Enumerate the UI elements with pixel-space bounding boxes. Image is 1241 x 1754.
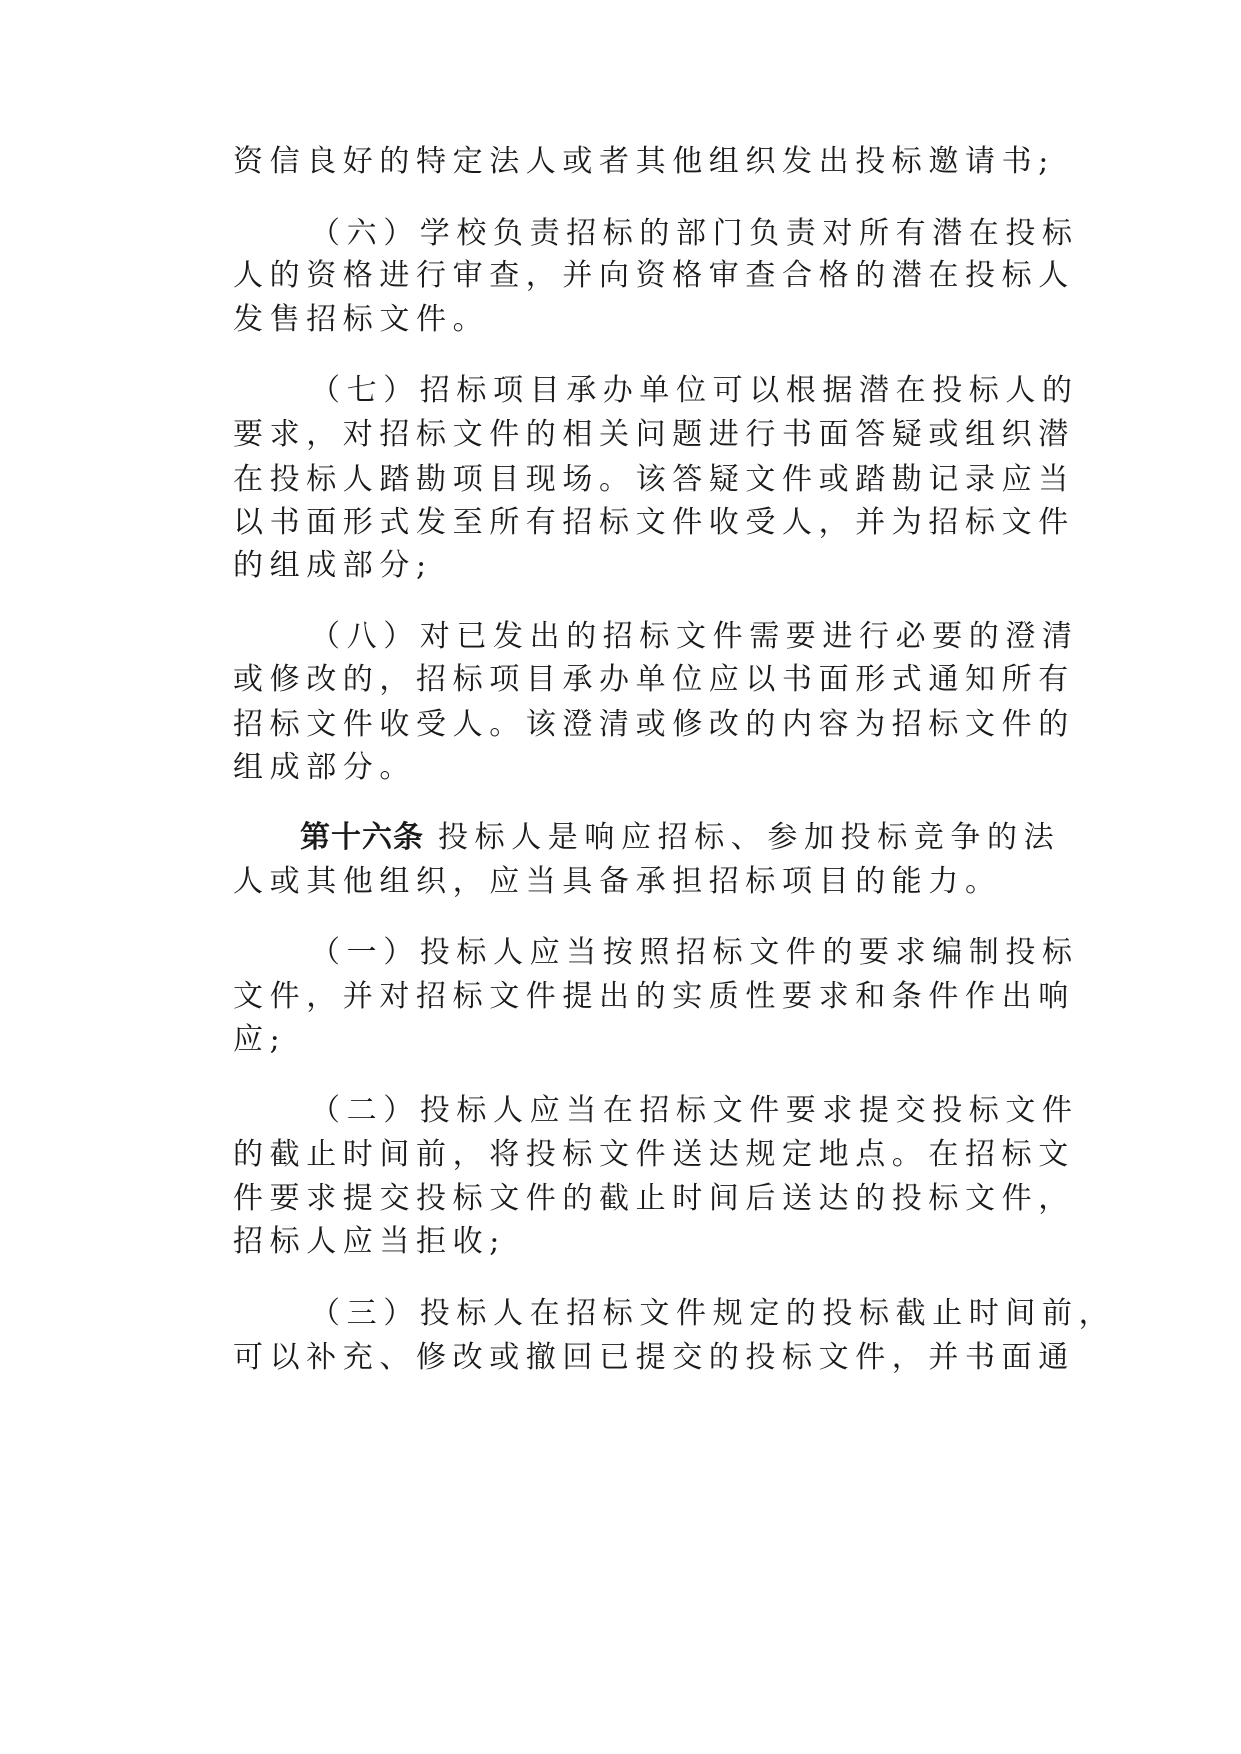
- text-line: 人的资格进行审查，并向资格审查合格的潜在投标人: [233, 258, 1075, 293]
- text-line: （七）招标项目承办单位可以根据潜在投标人的: [310, 373, 1079, 408]
- text-line: 在投标人踏勘项目现场。该答疑文件或踏勘记录应当: [233, 462, 1075, 497]
- text-line: 招标文件收受人。该澄清或修改的内容为招标文件的: [233, 707, 1075, 742]
- text-line: 件要求提交投标文件的截止时间后送达的投标文件，: [233, 1181, 1075, 1216]
- text-line: （三）投标人在招标文件规定的投标截止时间前，: [310, 1296, 1116, 1331]
- text-line: 要求，对招标文件的相关问题进行书面答疑或组织潜: [233, 417, 1075, 452]
- text-line: 资信良好的特定法人或者其他组织发出投标邀请书;: [233, 144, 1055, 179]
- text-line: 的组成部分;: [233, 548, 433, 583]
- text-line: 或修改的，招标项目承办单位应以书面形式通知所有: [233, 662, 1075, 697]
- article-16-first-line: [300, 818, 1060, 858]
- text-line: 的截止时间前，将投标文件送达规定地点。在招标文: [233, 1137, 1075, 1172]
- text-line: 组成部分。: [233, 750, 416, 785]
- text-line: （六）学校负责招标的部门负责对所有潜在投标: [310, 216, 1079, 251]
- text-line: 文件，并对招标文件提出的实质性要求和条件作出响: [233, 979, 1075, 1014]
- article-number: 第十六条: [300, 820, 424, 855]
- text-line: （一）投标人应当按照招标文件的要求编制投标: [310, 935, 1079, 970]
- text-line: 人或其他组织，应当具备承担招标项目的能力。: [233, 864, 1002, 899]
- text-line: 招标人应当拒收;: [233, 1224, 506, 1259]
- text-line: 可以补充、修改或撤回已提交的投标文件，并书面通: [233, 1340, 1075, 1375]
- text-line: 应;: [233, 1022, 287, 1057]
- text-line: 投标人是响应招标、参加投标竞争的法: [438, 820, 1061, 855]
- text-line: 发售招标文件。: [233, 302, 490, 337]
- text-line: （八）对已发出的招标文件需要进行必要的澄清: [310, 619, 1079, 654]
- text-line: （二）投标人应当在招标文件要求提交投标文件: [310, 1093, 1079, 1128]
- text-line: 以书面形式发至所有招标文件收受人，并为招标文件: [233, 505, 1075, 540]
